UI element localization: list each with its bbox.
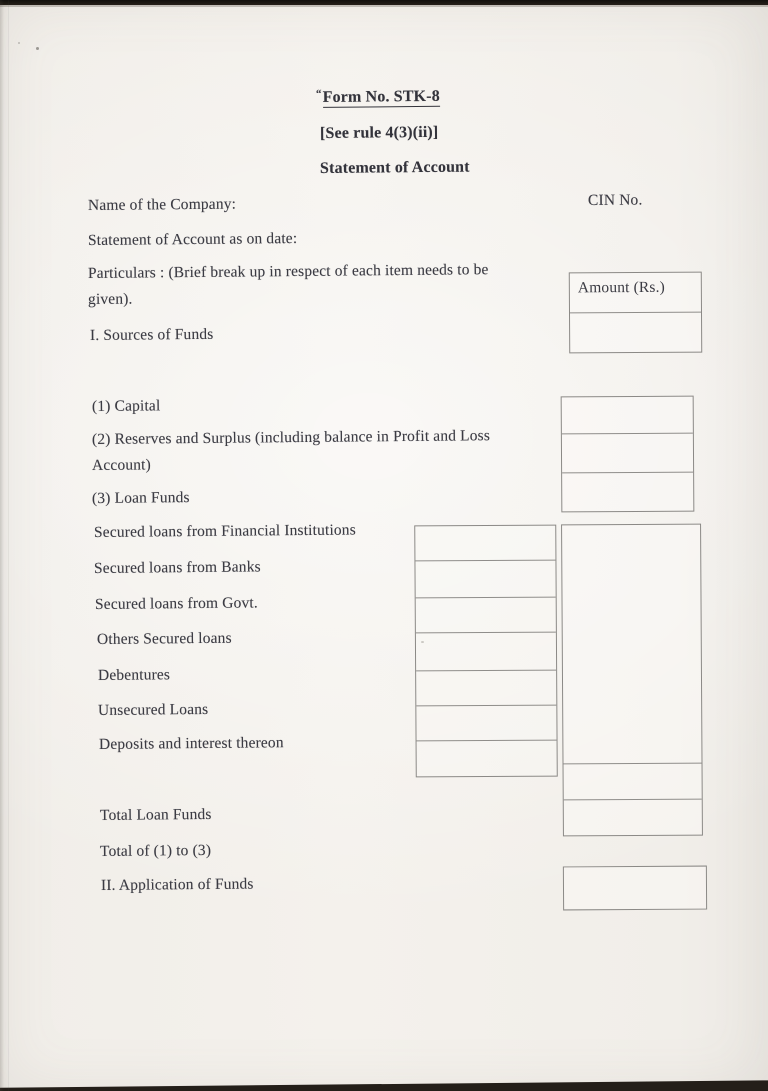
reserves-surplus-label-line2: Account) xyxy=(91,456,151,474)
loan-amounts-column xyxy=(561,524,703,837)
loan-item-label: Others Secured loans xyxy=(96,629,232,648)
total-1-to-3-label: Total of (1) to (3) xyxy=(99,841,212,860)
application-of-funds-amount-box xyxy=(563,866,707,911)
form-number-text: Form No. STK-8 xyxy=(322,87,440,106)
cin-label: CIN No. xyxy=(587,191,643,209)
statement-title: Statement of Account xyxy=(319,158,470,177)
sources-of-funds-heading: I. Sources of Funds xyxy=(89,325,214,344)
amount-column-header: Amount (Rs.) xyxy=(577,278,665,297)
reserves-surplus-label-line1: (2) Reserves and Surplus (including balance in Profit and Loss xyxy=(91,427,491,448)
total-loan-funds-label: Total Loan Funds xyxy=(99,805,212,824)
scan-vertical-line xyxy=(8,0,9,1091)
quote-mark: “ xyxy=(315,87,322,100)
loan-breakup-cell xyxy=(416,598,556,634)
scan-edge-band-bottom xyxy=(0,1080,768,1091)
company-name-label: Name of the Company: xyxy=(87,195,237,214)
scan-speck xyxy=(18,42,20,44)
loan-item-label: Secured loans from Financial Institutions xyxy=(93,521,356,541)
scan-left-edge-shadow xyxy=(0,0,4,1091)
application-of-funds-heading: II. Application of Funds xyxy=(100,875,254,894)
rule-reference: [See rule 4(3)(ii)] xyxy=(319,123,439,142)
loan-breakup-cells-column xyxy=(414,525,558,778)
capital-amount-cell xyxy=(562,397,693,435)
scan-edge-band-top xyxy=(0,0,768,5)
loan-breakup-cell xyxy=(416,671,556,707)
loan-breakup-cell xyxy=(415,526,555,562)
particulars-label-line2: given). xyxy=(87,290,133,308)
loan-breakup-cell xyxy=(415,561,555,599)
reserves-amount-cell xyxy=(562,434,693,474)
amount-column-box xyxy=(569,272,702,354)
loan-amounts-tall-cell xyxy=(562,525,701,765)
total-loan-funds-amount-cell xyxy=(564,800,702,835)
form-number-heading xyxy=(316,87,440,109)
blank-amount-cell xyxy=(564,764,702,801)
amount-cell-blank xyxy=(570,313,701,353)
loan-item-label: Secured loans from Banks xyxy=(93,558,261,577)
capital-label: (1) Capital xyxy=(91,397,161,415)
loan-item-label: Debentures xyxy=(97,666,171,684)
loan-item-label: Deposits and interest thereon xyxy=(98,734,284,753)
loan-funds-amount-cell xyxy=(562,473,693,512)
particulars-label-line1: Particulars : (Brief break up in respect of each item needs to be xyxy=(87,261,489,282)
loan-breakup-cell xyxy=(416,633,556,672)
loan-item-label: Unsecured Loans xyxy=(97,700,209,719)
loan-funds-label: (3) Loan Funds xyxy=(91,489,190,507)
loan-breakup-cell xyxy=(416,706,556,742)
loan-item-label: Secured loans from Govt. xyxy=(94,594,258,613)
statement-date-label: Statement of Account as on date: xyxy=(87,229,298,249)
scan-speck xyxy=(36,47,39,50)
loan-breakup-cell xyxy=(417,741,557,776)
capital-reserves-loans-amount-stack xyxy=(561,396,695,513)
